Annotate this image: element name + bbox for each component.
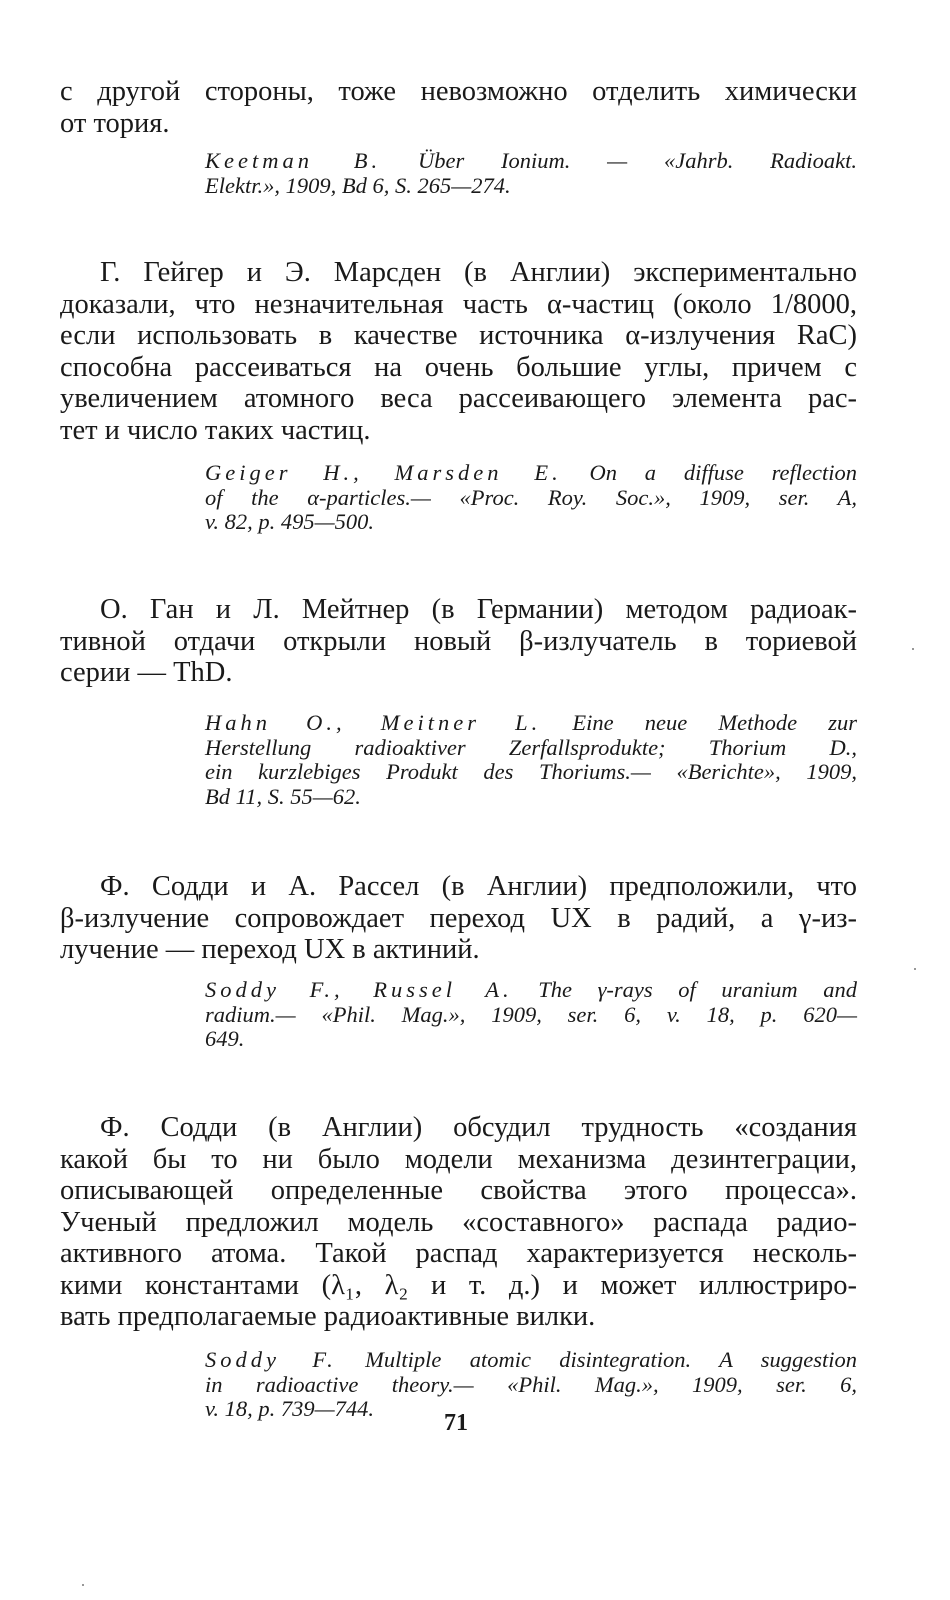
paragraph-soddy-disintegration — [60, 1112, 857, 1333]
reference-authors: Soddy F. — [205, 1347, 337, 1372]
reference-hahn-meitner — [205, 711, 857, 809]
reference-text: radium.— «Phil. Mag.», 1909, ser. 6, v. 18, p. 620— — [205, 1001, 857, 1027]
text-line: тет и число таких частиц. — [60, 414, 371, 446]
reference-authors: Geiger H., Marsden E. — [205, 460, 562, 485]
reference-text: v. 18, p. 739—744. — [205, 1396, 374, 1421]
text-line: β-излучение сопровождает переход UX в радий, а γ-из- — [60, 902, 857, 934]
text-line: описывающей определенные свойства этого процесса». — [60, 1175, 857, 1206]
text-line: доказали, что незначительная часть α-частиц (около 1/8000, — [60, 288, 857, 320]
reference-text: Eine neue Methode zur — [541, 710, 857, 735]
paragraph-soddy-russel — [60, 871, 857, 966]
reference-text: Herstellung radioaktiver Zerfallsprodukte; Thorium D., — [205, 734, 857, 760]
reference-text: of the α-particles.— «Proc. Roy. Soc.», 1909, ser. A, — [205, 484, 857, 510]
text-line: способна рассеиваться на очень большие углы, причем с — [60, 351, 857, 383]
text-line: тивной отдачи открыли новый β-излучатель в ториевой — [60, 625, 857, 657]
text-line: Ученый предложил модель «составного» распада радио- — [60, 1206, 857, 1238]
text-line: кими константами (λ₁, λ₂ и т. д.) и может иллюстриро- — [60, 1269, 857, 1301]
reference-text: Elektr.», 1909, Bd 6, S. 265—274. — [205, 172, 511, 198]
reference-text: On a diffuse reflection — [561, 460, 857, 485]
reference-text: Über Ionium. — «Jahrb. Radioakt. — [381, 148, 857, 173]
text-line: Г. Гейгер и Э. Марсден (в Англии) экспериментально — [100, 257, 857, 288]
text-line: Ф. Содди и А. Рассел (в Англии) предположили, что — [100, 871, 857, 902]
reference-geiger-marsden — [205, 461, 857, 535]
reference-text: in radioactive theory.— «Phil. Mag.», 1909, ser. 6, — [205, 1371, 857, 1397]
reference-text: 649. — [205, 1026, 245, 1051]
text-line: увеличением атомного веса рассеивающего элемента рас- — [60, 383, 857, 414]
text-line: лучение — переход UX в актиний. — [60, 934, 480, 965]
text-line: Ф. Содди (в Англии) обсудил трудность «создания — [100, 1112, 857, 1143]
text-line: с другой стороны, тоже невозможно отделить химически — [60, 76, 857, 107]
reference-text: Multiple atomic disintegration. A suggestion — [336, 1347, 857, 1372]
paragraph-hahn-meitner — [60, 594, 857, 689]
reference-authors: Soddy F., Russel A. — [205, 977, 513, 1002]
text-line: активного атома. Такой распад характеризуется несколь- — [60, 1238, 857, 1269]
scan-speck — [82, 1584, 84, 1586]
paragraph-geiger-marsden — [60, 257, 857, 446]
text-line: от тория. — [60, 107, 170, 139]
reference-soddy-russel — [205, 978, 857, 1052]
text-line: серии — ThD. — [60, 657, 233, 688]
reference-authors: Hahn O., Meitner L. — [205, 710, 542, 735]
reference-text: The γ-rays of uranium and — [512, 977, 857, 1002]
reference-keetman — [205, 149, 857, 198]
text-line: какой бы то ни было модели механизма дезинтеграции, — [60, 1143, 857, 1175]
text-line: О. Ган и Л. Мейтнер (в Германии) методом радиоак- — [100, 594, 857, 625]
text-line: вать предполагаемые радиоактивные вилки. — [60, 1301, 596, 1332]
text-line: если использовать в качестве источника α-излучения RaC) — [60, 320, 857, 351]
scan-speck — [912, 648, 914, 650]
paragraph-thorium-continuation — [60, 76, 857, 139]
reference-authors: Keetman B. — [205, 148, 382, 173]
reference-text: Bd 11, S. 55—62. — [205, 783, 361, 809]
page-number: 71 — [444, 1410, 468, 1436]
reference-text: v. 82, p. 495—500. — [205, 509, 374, 534]
scan-speck — [914, 968, 916, 970]
reference-text: ein kurzlebiges Produkt des Thoriums.— «Berichte», 1909, — [205, 759, 857, 784]
